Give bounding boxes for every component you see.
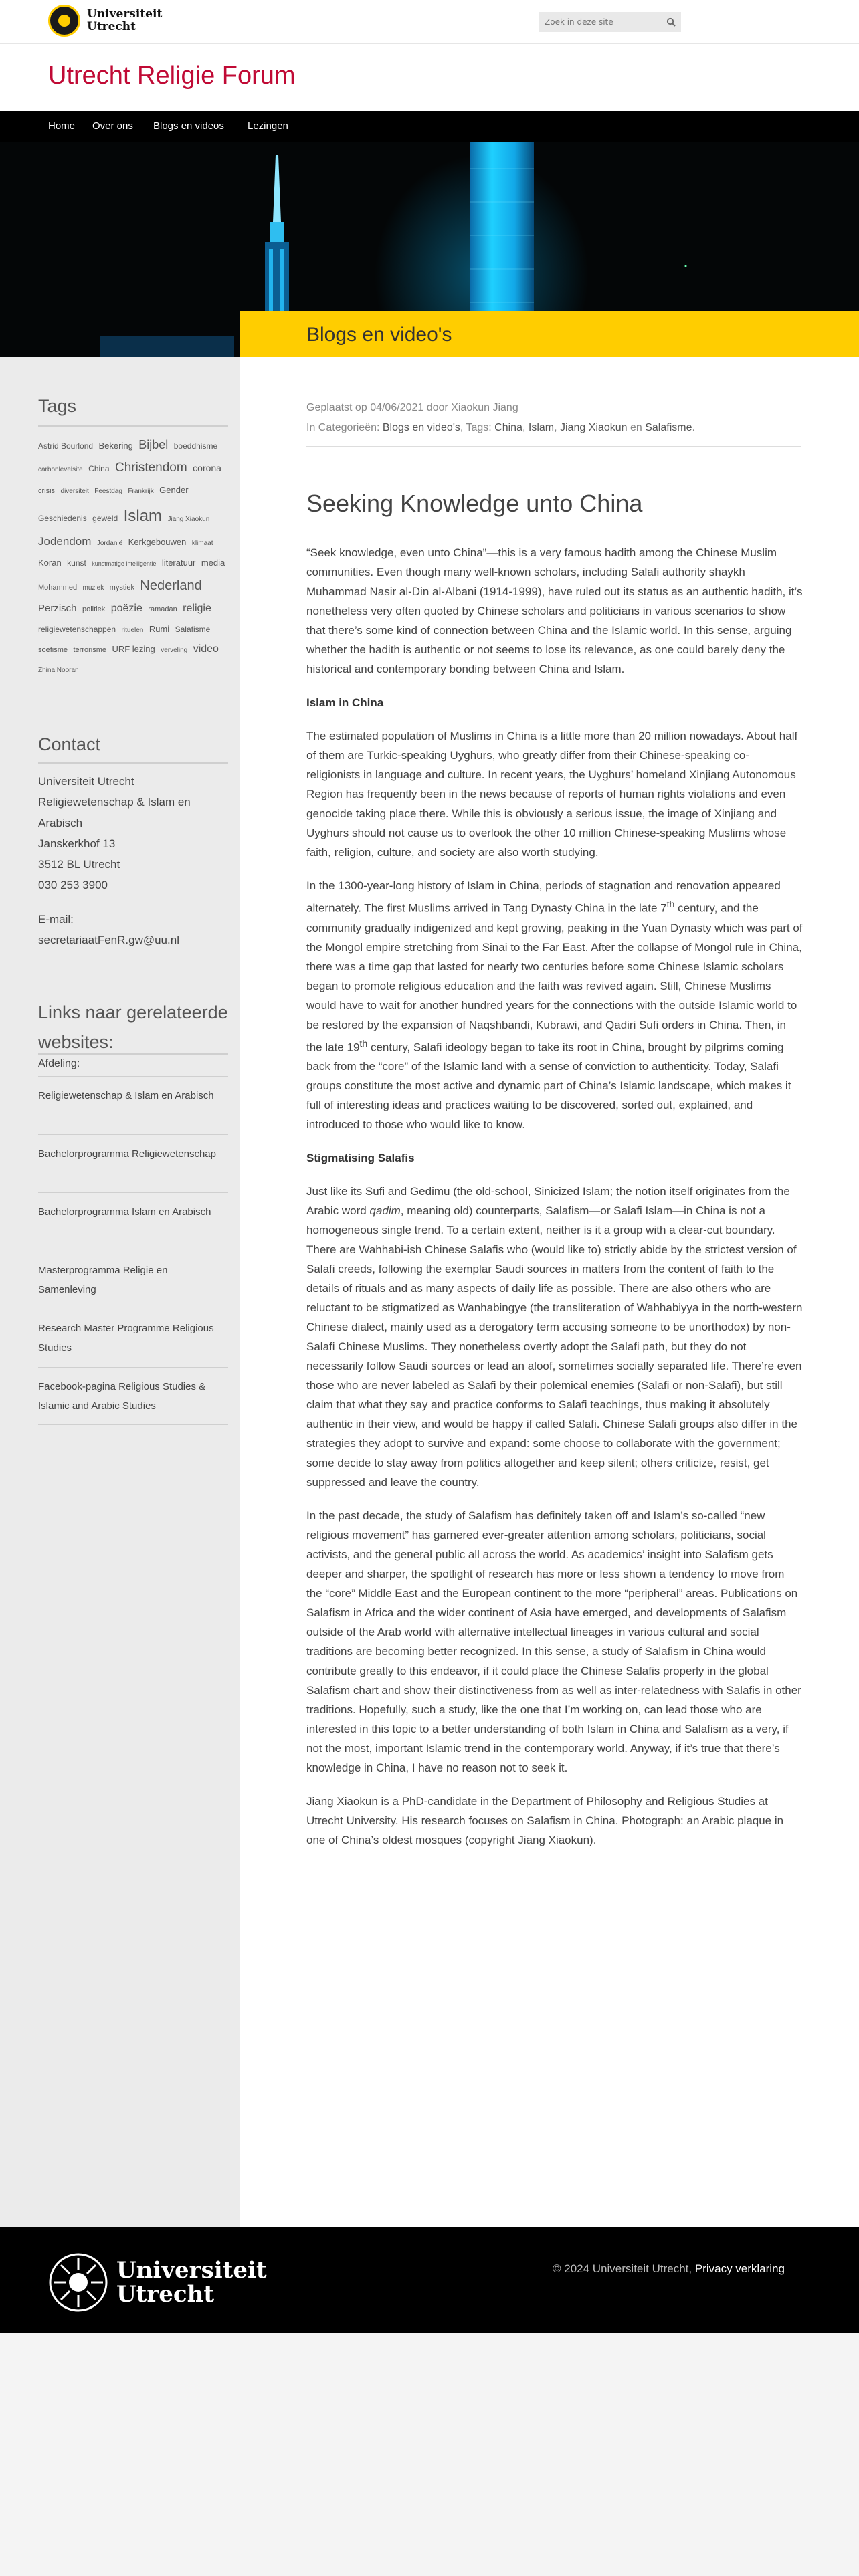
tag-cloud-item[interactable]: Geschiedenis bbox=[38, 513, 87, 523]
search-icon[interactable] bbox=[666, 17, 676, 27]
tag-cloud-item[interactable]: media bbox=[201, 557, 225, 568]
related-link[interactable]: Facebook-pagina Religious Studies & Islamic and Arabic Studies bbox=[38, 1367, 228, 1425]
tag-cloud-item[interactable]: klimaat bbox=[191, 540, 213, 548]
tag-cloud-item[interactable]: Perzisch bbox=[38, 603, 77, 615]
tag-cloud-item[interactable]: rituelen bbox=[121, 626, 144, 634]
article-subheading: Stigmatising Salafis bbox=[306, 1152, 415, 1165]
tag-link[interactable]: Jiang Xiaokun bbox=[560, 422, 628, 433]
contact-line: Universiteit Utrecht bbox=[38, 775, 134, 788]
tag-cloud-item[interactable]: Jordanië bbox=[96, 540, 123, 548]
tag-cloud-item[interactable]: religie bbox=[183, 603, 211, 615]
copyright-text: © 2024 Universiteit Utrecht, bbox=[553, 2262, 692, 2275]
tag-cloud-item[interactable]: Koran bbox=[38, 557, 62, 568]
tag-cloud-item[interactable]: video bbox=[193, 643, 219, 655]
site-header bbox=[0, 44, 859, 111]
tag-cloud-item[interactable]: Frankrijk bbox=[128, 488, 154, 496]
tag-cloud-item[interactable]: Bijbel bbox=[138, 438, 169, 451]
article-body bbox=[306, 543, 803, 1864]
nav-item-over-ons[interactable]: Over ons bbox=[92, 120, 133, 132]
tag-link[interactable]: China bbox=[494, 422, 522, 433]
search-input[interactable] bbox=[545, 16, 658, 28]
tag-cloud-item[interactable]: URF lezing bbox=[112, 644, 155, 655]
tag-cloud-item[interactable]: Gender bbox=[159, 485, 189, 496]
divider bbox=[306, 446, 801, 447]
university-logo[interactable] bbox=[48, 5, 162, 37]
tags-heading: Tags bbox=[38, 396, 77, 416]
divider bbox=[38, 425, 228, 427]
contact-line: Arabisch bbox=[38, 817, 83, 829]
article-paragraph: Just like its Sufi and Gedimu (the old-school, Sinicized Islam; the notion itself originates from the Arabic word qadim, meaning old) counterparts, Salafism—or Salafi Islam—in China is not a homogeneous single trend. To a certain extent, neither is it a group with a clear-cut boundary. There are Wahhabi-ish Chinese Salafis who (would like to) strictly abide by the strictest version of Salafi creeds, following the exemplar Saudi sources in matters from the content of faith to the details of rituals and as many aspects of daily life as possible. There are also others who are reluctant to be stigmatized as Wanhabingye (the transliteration of Wahhabiyya in the north-western Chinese dialect, mainly used as a derogatory term accusing someone to be unorthodox) by non-Salafi Chinese Muslims. They nonetheless overtly adopt the Salafi path, but they do not necessarily follow Saudi sources or lead an aloof, sometimes socially separated life. There’re even those who are never labeled as Salafi by their polemical enemies (Salafi or non-Salafi), but still claim that what they say and practice conforms to Salafi teachings, thus making it absolutely authentic in their view, and would be happy if called Salafi. Chinese Salafi groups also differ in the strategies they adopt to survive and expand: some choose to collaborate with the government; some decide to stay away from politics altogether and keep silent; others criticize, resist, get suppressed and leave the country. bbox=[306, 1185, 803, 1489]
meta-and: en bbox=[630, 422, 642, 433]
email-label: E-mail: bbox=[38, 913, 74, 926]
related-link[interactable]: Bachelorprogramma Islam en Arabisch bbox=[38, 1192, 228, 1251]
tag-cloud-item[interactable]: kunstmatige intelligentie bbox=[92, 560, 157, 567]
related-link[interactable]: Religiewetenschap & Islam en Arabisch bbox=[38, 1076, 228, 1134]
tag-cloud-item[interactable]: poëzie bbox=[110, 603, 142, 615]
meta-posted-label: Geplaatst op bbox=[306, 402, 367, 413]
tag-cloud-item[interactable]: Jodendom bbox=[38, 535, 92, 548]
nav-item-home[interactable]: Home bbox=[48, 120, 76, 132]
footer bbox=[0, 2227, 859, 2333]
top-bar bbox=[0, 0, 859, 44]
article-paragraph: In the past decade, the study of Salafism has definitely taken off and Islam’s so-called “new religious movement” has garnered ever-greater attention among scholars, politicians, social activists, and the general public all across the world. As academics’ insight into Salafism gets deeper and sharper, the spotlight of research has more or less shown a tendency to move from the “core” Middle East and the European continent to the more “peripheral” areas. Publications on Salafism in Africa and the wider continent of Asia have emerged, and developments of Salafism outside of the Arab world with alternative intellectual lineages in various cultural and social traditions are becoming better recognized. In this sense, a study of Salafism in China would contribute greatly to this endeavor, if it could place the Chinese Salafis properly in the global Salafism chart and show their distinctiveness from as well as inter-relatedness with Salafis in other traditions. Hopefully, such a study, like the one that I’m working on, can lead those who are interested in this topic to a better understanding of both Islam in China and Salafism as a very, if not the most, important Islamic trend in the contemporary world. Anyway, if it’s true that there’s knowledge in China, I have no reason not to seek it. bbox=[306, 1509, 801, 1775]
tag-cloud-item[interactable]: muziek bbox=[82, 584, 104, 593]
tag-cloud-item[interactable]: verveling bbox=[161, 647, 188, 655]
footer-logo-line-2: Utrecht bbox=[116, 2281, 215, 2308]
search-box bbox=[539, 12, 681, 32]
footer-logo[interactable] bbox=[48, 2252, 267, 2313]
tag-cloud-item[interactable]: mystiek bbox=[109, 584, 134, 593]
tag-cloud-item[interactable]: soefisme bbox=[38, 646, 68, 655]
article-paragraph: “Seek knowledge, even unto China”—this is a very famous hadith among the Chinese Muslim communities. Even though many well-known scholars, including Salafi authority shaykh Muhammad Nasir al-Din al-Albani (1914-1999), have ruled out its status as an authentic hadith, it’s nonetheless very often quoted by Chinese scholars and politicians in various scenarios to show that there’s some kind of connection between China and the Islamic world. In this sense, arguing whether the hadith is authentic or not seems to lose its relevance, as one could barely deny the historical and contemporary bonding between China and Islam. bbox=[306, 546, 803, 675]
meta-by-label: door bbox=[426, 402, 448, 413]
tag-cloud-item[interactable]: terrorisme bbox=[73, 646, 106, 655]
tag-cloud-item[interactable]: China bbox=[88, 464, 110, 474]
related-link[interactable]: Bachelorprogramma Religiewetenschap bbox=[38, 1134, 228, 1192]
tag-cloud-item[interactable]: Rumi bbox=[149, 623, 170, 634]
logo-line-2: Utrecht bbox=[87, 20, 136, 33]
tag-cloud-item[interactable]: Islam bbox=[123, 506, 162, 525]
post-meta: Geplaatst op 04/06/2021 door Xiaokun Jiang In Categorieën: Blogs en video's, Tags: China, Islam, Jiang Xiaokun en Salafisme. bbox=[306, 402, 695, 433]
links-heading: Links naar gerelateerde websites: bbox=[38, 1002, 228, 1052]
tag-cloud-item[interactable]: religiewetenschappen bbox=[38, 624, 116, 634]
post-date: 04/06/2021 bbox=[370, 402, 424, 413]
tag-cloud-item[interactable]: Kerkgebouwen bbox=[128, 537, 187, 548]
tag-cloud-item[interactable]: Nederland bbox=[140, 578, 202, 594]
tag-cloud-item[interactable]: Bekering bbox=[98, 441, 133, 451]
contact-line: 030 253 3900 bbox=[38, 879, 108, 891]
category-link[interactable]: Blogs en video's bbox=[382, 422, 460, 433]
article-paragraph: The estimated population of Muslims in China is a little more than 20 million nowadays. About half of them are Turkic-speaking Uyghurs, who greatly differ from their Chinese-speaking co-religionists in language and culture. In recent years, the Uyghurs’ homeland Xinjiang Autonomous Region has frequently been in the news because of reports of human rights violations and even genocide taking place there. While this is obviously a serious issue, the image of Xinjiang and Uyghurs should not cause us to overlook the other 10 million Chinese-speaking Muslims whose faith, religion, culture, and society are also worth studying. bbox=[306, 730, 798, 859]
post-author: Xiaokun Jiang bbox=[451, 402, 518, 413]
site-title[interactable]: Utrecht Religie Forum bbox=[48, 62, 296, 90]
tag-cloud-item[interactable]: crisis bbox=[38, 487, 56, 496]
tag-link[interactable]: Islam bbox=[528, 422, 555, 433]
contact-line: 3512 BL Utrecht bbox=[38, 858, 120, 871]
tag-cloud-item[interactable]: politiek bbox=[82, 605, 106, 614]
privacy-link[interactable]: Privacy verklaring bbox=[694, 2262, 785, 2275]
tag-cloud bbox=[38, 433, 232, 680]
tag-link[interactable]: Salafisme bbox=[645, 422, 692, 433]
tag-cloud-item[interactable]: Astrid Bourlond bbox=[38, 441, 94, 451]
tag-cloud-item[interactable]: literatuur bbox=[161, 557, 196, 568]
meta-tags-label: , Tags: bbox=[460, 422, 492, 433]
university-seal-icon bbox=[48, 2252, 108, 2313]
nav-item-lezingen[interactable]: Lezingen bbox=[248, 120, 288, 132]
related-link[interactable]: Research Master Programme Religious Studies bbox=[38, 1309, 228, 1367]
tag-cloud-item[interactable]: Salafisme bbox=[175, 624, 211, 634]
article-title: Seeking Knowledge unto China bbox=[306, 490, 643, 517]
related-links-list bbox=[38, 1076, 228, 1425]
divider bbox=[38, 1053, 228, 1055]
tag-cloud-item[interactable]: Feestdag bbox=[94, 488, 122, 496]
article-subheading: Islam in China bbox=[306, 696, 384, 709]
contact-line: Janskerkhof 13 bbox=[38, 837, 116, 850]
contact-line: Religiewetenschap & Islam en bbox=[38, 796, 191, 809]
tag-cloud-item[interactable]: Zhina Nooran bbox=[38, 667, 79, 675]
tag-cloud-item[interactable]: ramadan bbox=[148, 605, 177, 614]
tag-cloud-item[interactable]: Jiang Xiaokun bbox=[167, 515, 210, 523]
divider bbox=[38, 762, 228, 764]
tag-cloud-item[interactable]: Christendom bbox=[114, 461, 187, 475]
university-seal-icon bbox=[48, 5, 80, 37]
contact-block bbox=[38, 771, 232, 950]
contact-heading: Contact bbox=[38, 734, 101, 754]
hero-band-title: Blogs en video's bbox=[306, 324, 452, 346]
tag-cloud-item[interactable]: carbonlevelsite bbox=[38, 466, 83, 474]
copyright bbox=[553, 2262, 785, 2276]
tag-cloud-item[interactable]: kunst bbox=[67, 558, 86, 568]
article-paragraph: In the 1300-year-long history of Islam in China, periods of stagnation and renovation appeared alternately. The first Muslims arrived in Tang Dynasty China in the late 7th century, and the community gradually indigenized and kept growing, peaking in the Yuan Dynasty which was part of the Mongol empire stretching from Sinai to the Far East. After the collapse of Mongol rule in China, there was a time gap that lasted for nearly two centuries before some Chinese Islamic scholars began to promote religious education and the faith was revived again. Still, Chinese Muslims would have to wait for another hundred years for the connections with the outside Islamic world to be restored by the expansion of Naqshbandi, Kubrawi, and Qadiri Sufi orders in China. Then, in the late 19th century, Salafi ideology began to take its root in China, brought by pilgrims coming back from the “core” of the Islamic land with a sense of conviction to authenticity. Today, Salafi groups constitute the most active and dynamic part of China’s Islamic landscape, which makes it full of interesting ideas and practices waiting to be discovered, sorted out, explained, and introduced to those who would like to know. bbox=[306, 879, 803, 1132]
links-subtitle: Afdeling: bbox=[38, 1058, 80, 1069]
tag-cloud-item[interactable]: geweld bbox=[92, 513, 118, 523]
tag-cloud-item[interactable]: Mohammed bbox=[38, 584, 78, 593]
tag-cloud-item[interactable]: diversiteit bbox=[60, 488, 89, 496]
meta-category-label: In Categorieën: bbox=[306, 422, 380, 433]
nav-item-blogs[interactable]: Blogs en videos bbox=[153, 120, 224, 132]
related-link[interactable]: Masterprogramma Religie en Samenleving bbox=[38, 1251, 228, 1309]
tag-cloud-item[interactable]: boeddhisme bbox=[173, 441, 218, 451]
footer-logo-line-1: Universiteit bbox=[116, 2257, 267, 2284]
main-nav bbox=[0, 111, 859, 142]
tag-cloud-item[interactable]: corona bbox=[193, 463, 221, 474]
email-link[interactable]: secretariaatFenR.gw@uu.nl bbox=[38, 934, 179, 946]
logo-line-1: Universiteit bbox=[87, 7, 163, 21]
author-bio: Jiang Xiaokun is a PhD-candidate in the Department of Philosophy and Religious Studies at Utrecht University. His research focuses on Salafism in China. Photograph: an Arabic plaque in one of China’s oldest mosques (copyright Jiang Xiaokun). bbox=[306, 1795, 784, 1847]
